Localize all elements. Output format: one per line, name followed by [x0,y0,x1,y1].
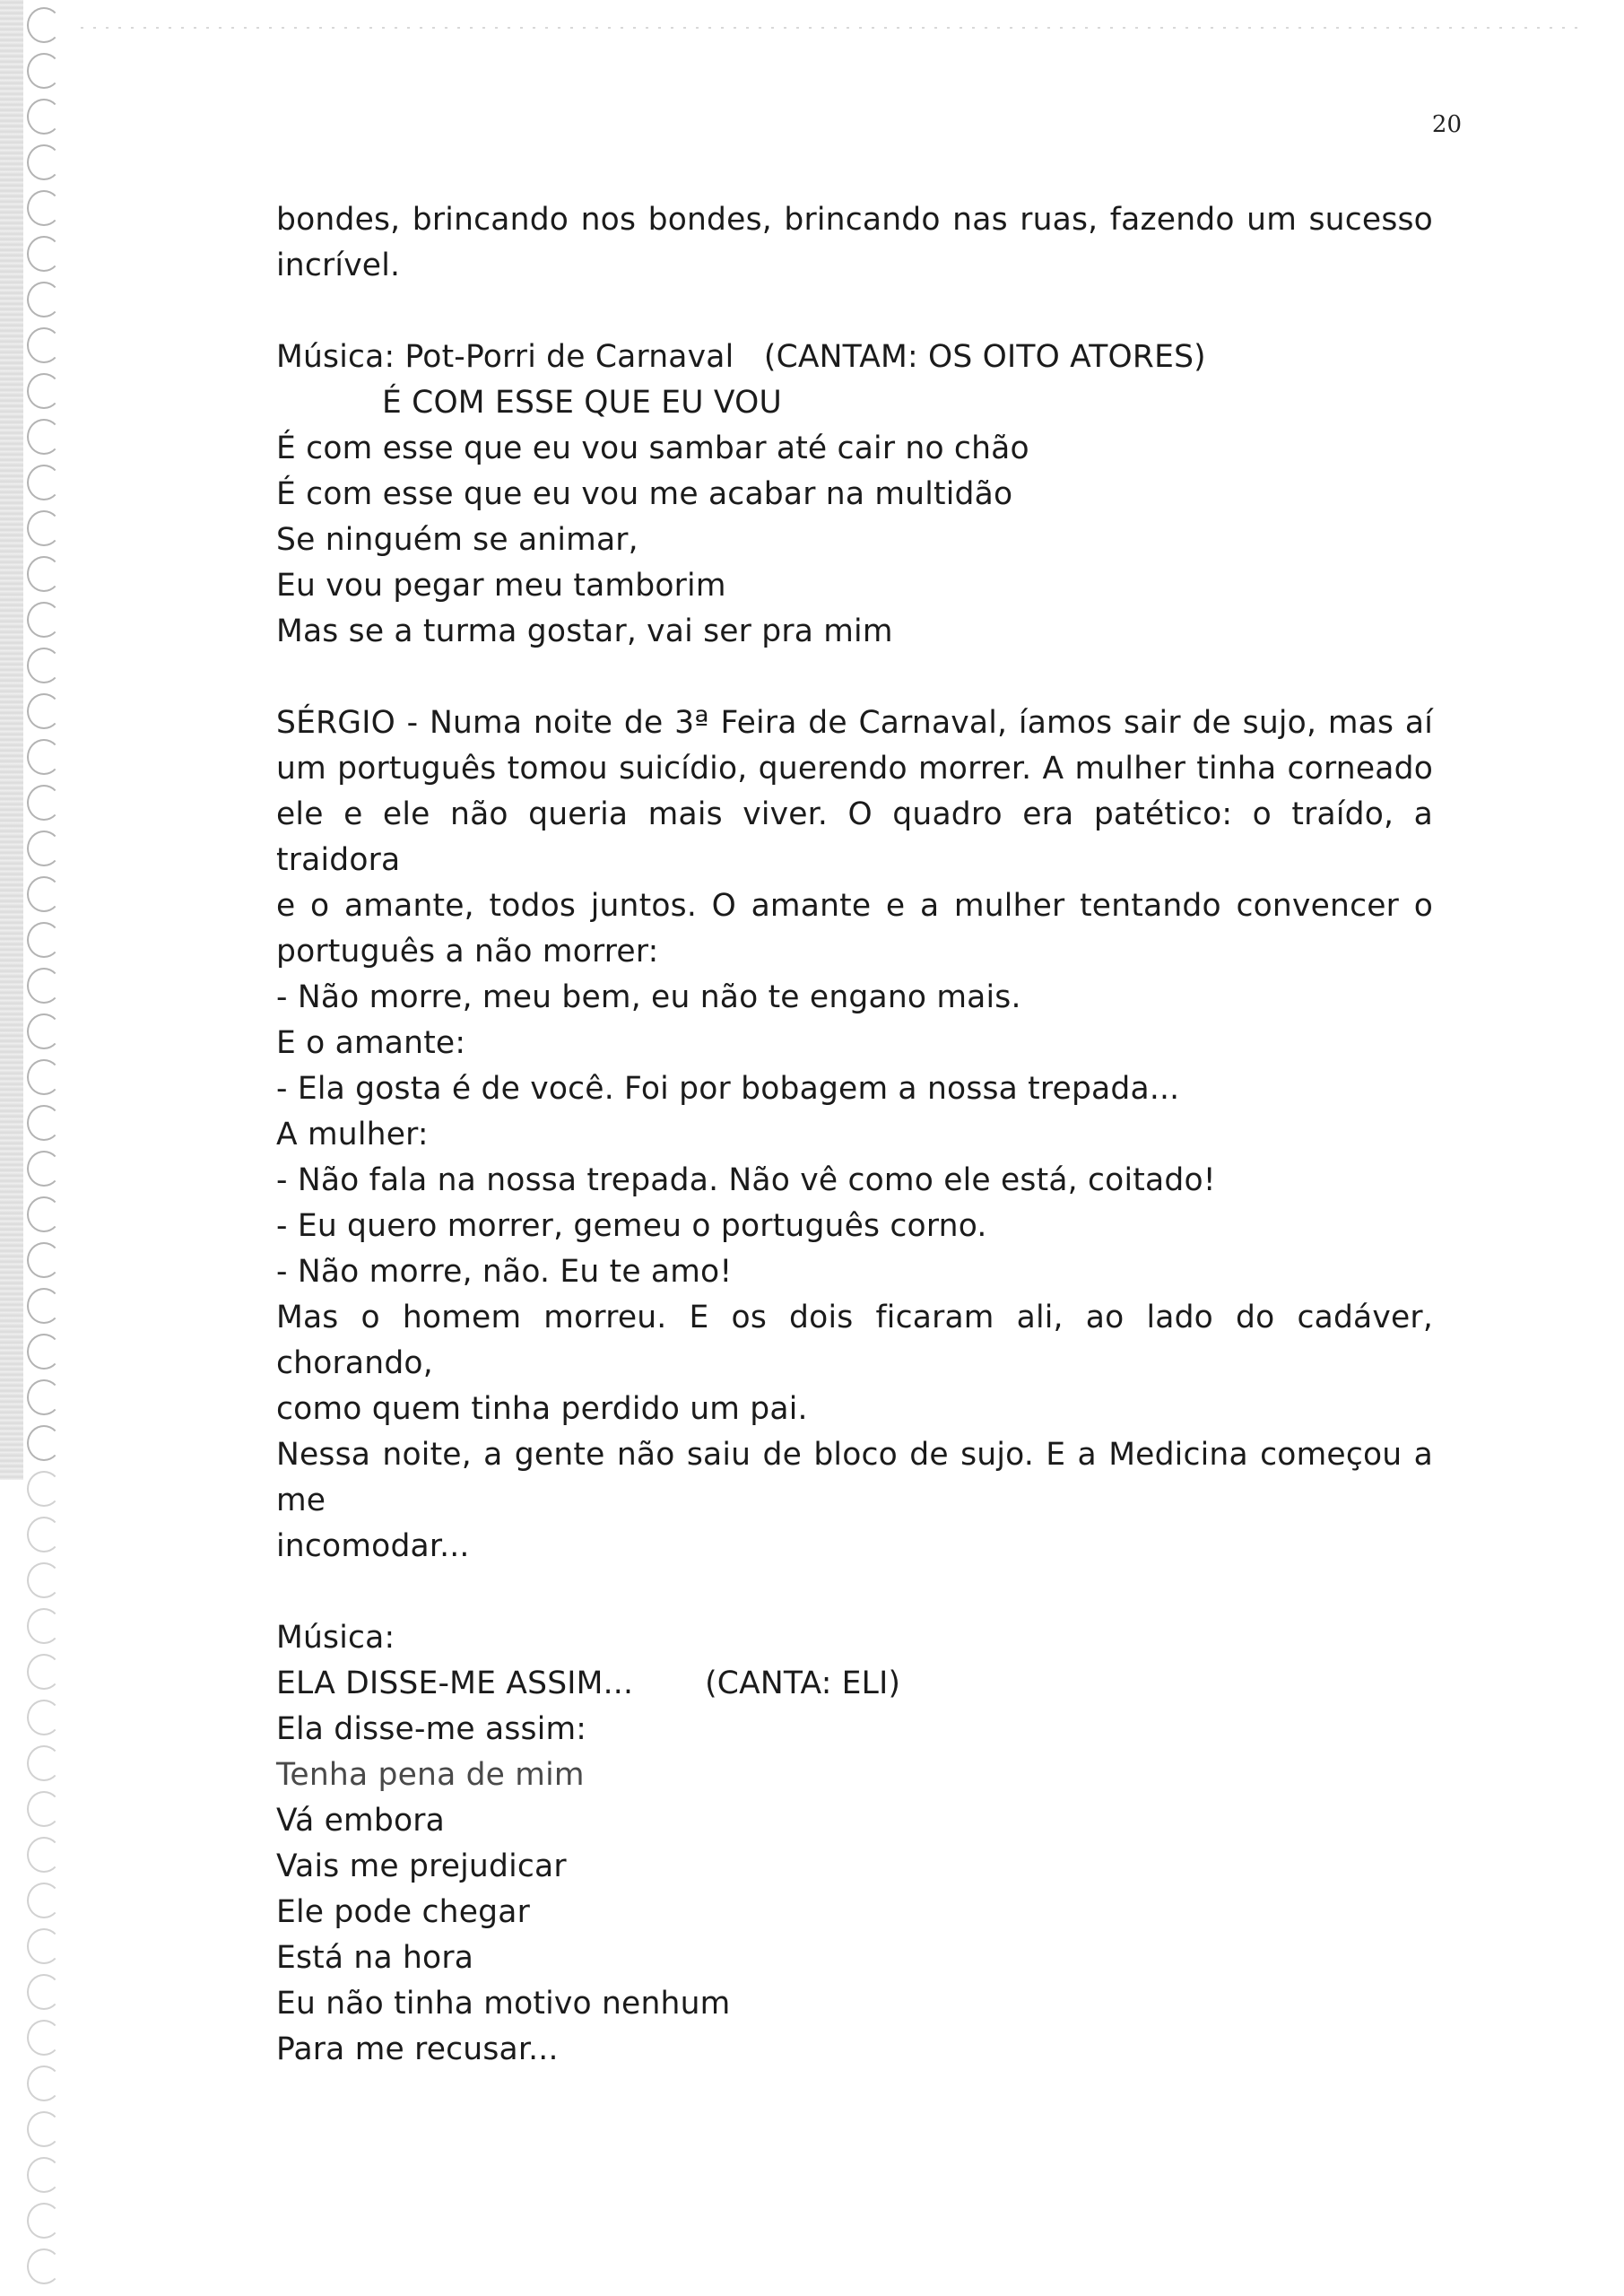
binder-hole [27,419,61,455]
intro-line-2: incrível. [276,248,401,283]
binder-hole [27,1928,61,1964]
binder-hole [27,99,61,135]
binder-strip [0,0,23,1480]
music2-title: ELA DISSE-ME ASSIM... [276,1665,634,1701]
binder-hole [27,236,61,272]
blank-line [276,1570,1433,1615]
binder-holes [27,0,81,2296]
sergio-line-1: SÉRGIO - Numa noite de 3ª Feira de Carnaval, íamos sair de sujo, mas aí [276,705,1433,741]
binder-hole [27,1288,61,1324]
blank-line [276,289,1433,335]
sergio-line-13: Mas o homem morreu. E os dois ficaram ali, ao lado do cadáver, chorando, [276,1300,1433,1381]
page-number: 20 [1431,111,1462,138]
binder-hole [27,1105,61,1141]
sergio-line-10: - Não fala na nossa trepada. Não vê como ele está, coitado! [276,1162,1216,1198]
binder-hole [27,1974,61,2010]
music1-label: Música: Pot-Porri de Carnaval [276,339,734,375]
binder-hole [27,785,61,821]
sergio-line-8: - Ela gosta é de você. Foi por bobagem a nossa trepada... [276,1071,1180,1107]
binder-hole [27,1837,61,1873]
binder-hole [27,693,61,729]
music2-lyric-6: Está na hora [276,1940,474,1976]
music2-lyric-2: Tenha pena de mim [276,1757,585,1793]
sergio-line-14: como quem tinha perdido um pai. [276,1391,808,1427]
music2-cast: (CANTA: ELI) [705,1665,901,1701]
sergio-line-6: - Não morre, meu bem, eu não te engano mais. [276,979,1021,1015]
binder-hole [27,144,61,180]
binder-hole [27,1151,61,1187]
binder-hole [27,53,61,89]
binder-hole [27,465,61,500]
binder-hole [27,1242,61,1278]
music2-lyric-3: Vá embora [276,1803,445,1839]
binder-hole [27,7,61,43]
binder-hole [27,1608,61,1644]
music2-lyric-5: Ele pode chegar [276,1894,530,1930]
binder-hole [27,1013,61,1049]
binder-hole [27,1517,61,1552]
music1-title: É COM ESSE QUE EU VOU [382,385,782,421]
sergio-line-2: um português tomou suicídio, querendo morrer. A mulher tinha corneado [276,751,1433,787]
sergio-line-11: - Eu quero morrer, gemeu o português corno. [276,1208,987,1244]
binder-hole [27,327,61,363]
binder-hole [27,373,61,409]
binder-hole [27,1791,61,1827]
sergio-line-4: e o amante, todos juntos. O amante e a mulher tentando convencer o [276,888,1433,924]
binder-hole [27,1059,61,1095]
sergio-line-15: Nessa noite, a gente não saiu de bloco de sujo. E a Medicina começou a me [276,1437,1433,1518]
binder-hole [27,190,61,226]
binder-hole [27,602,61,638]
intro-line-1: bondes, brincando nos bondes, brincando nas ruas, fazendo um sucesso [276,202,1433,238]
binder-hole [27,1196,61,1232]
binder-hole [27,2111,61,2147]
binder-hole [27,2203,61,2239]
binder-hole [27,2157,61,2193]
binder-hole [27,1562,61,1598]
music1-lyric-5: Mas se a turma gostar, vai ser pra mim [276,613,893,649]
binder-hole [27,556,61,592]
music2-lyric-4: Vais me prejudicar [276,1848,567,1884]
sergio-line-12: - Não morre, não. Eu te amo! [276,1254,733,1290]
binder-hole [27,1700,61,1735]
binder-hole [27,876,61,912]
binder-hole [27,282,61,317]
binder-hole [27,968,61,1004]
sergio-line-3: ele e ele não queria mais viver. O quadro era patético: o traído, a traidora [276,796,1433,878]
binder-hole [27,1883,61,1918]
music1-cast: (CANTAM: OS OITO ATORES) [763,339,1206,375]
sergio-line-7: E o amante: [276,1025,466,1061]
binder-hole [27,739,61,775]
binder-hole [27,1425,61,1461]
music1-lyric-4: Eu vou pegar meu tamborim [276,568,726,604]
sergio-line-16: incomodar... [276,1528,470,1564]
binder-hole [27,510,61,546]
music1-lyric-2: É com esse que eu vou me acabar na multidão [276,476,1013,512]
music2-header [276,1661,1433,1707]
music2-lyric-1: Ela disse-me assim: [276,1711,587,1747]
music1-lyric-3: Se ninguém se animar, [276,522,638,558]
binder-hole [27,1334,61,1370]
binder-hole [27,2020,61,2056]
script-text [276,197,1433,2073]
binder-hole [27,1745,61,1781]
blank-line [276,655,1433,700]
scan-noise-line [81,27,1587,29]
binder-hole [27,2066,61,2101]
binder-hole [27,648,61,683]
music2-lyric-7: Eu não tinha motivo nenhum [276,1986,731,2022]
binder-hole [27,1654,61,1690]
music1-lyric-1: É com esse que eu vou sambar até cair no chão [276,430,1029,466]
binder-hole [27,1471,61,1507]
binder-hole [27,2248,61,2284]
binder-hole [27,922,61,958]
music1-header [276,335,1433,380]
binder-hole [27,831,61,866]
sergio-line-9: A mulher: [276,1117,429,1152]
binder-hole [27,1379,61,1415]
music2-lyric-8: Para me recusar... [276,2031,559,2067]
sergio-line-5: português a não morrer: [276,934,659,970]
music2-label: Música: [276,1620,395,1656]
